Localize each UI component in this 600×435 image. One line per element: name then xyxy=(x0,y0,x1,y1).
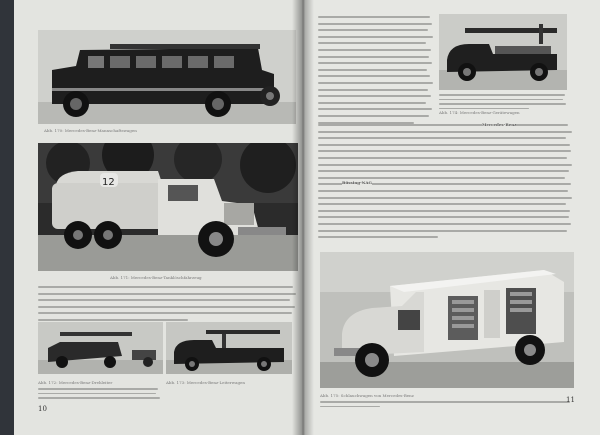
photo-tanker-truck xyxy=(38,143,298,271)
body-text-left xyxy=(38,286,296,326)
page-number-left: 10 xyxy=(38,405,47,413)
caption-fig6: Abb. 175: Schlauchwagen von Mercedes-Benz xyxy=(320,393,414,398)
caption-fig2: Abb. 171: Mercedes-Benz-Tanklöschfahrzeug xyxy=(110,275,202,280)
body-text-right-top xyxy=(318,16,434,128)
photo-ladder-truck xyxy=(38,322,163,374)
caption-fig3: Abb. 172: Mercedes-Benz-Drehleiter xyxy=(38,380,113,385)
caption-fig1: Abb. 170: Mercedes-Benz-Mannschaftswagen xyxy=(44,128,137,133)
text-highlight-2: Büssing-NAG xyxy=(342,180,372,185)
photo-hose-truck xyxy=(320,252,574,388)
caption-fig4: Abb. 173: Mercedes-Benz-Leiterwagen xyxy=(166,380,245,385)
caption-fig5: Abb. 174: Mercedes-Benz-Gerätewagen xyxy=(439,110,520,115)
right-page xyxy=(302,0,600,435)
text-highlight-1: Mercedes-Benz xyxy=(482,122,517,127)
left-page xyxy=(14,0,302,435)
caption-lines-right-bottom xyxy=(320,401,574,410)
truck-number: 12 xyxy=(102,177,115,188)
book-gutter-shadow xyxy=(292,0,314,435)
photo-crew-truck xyxy=(38,30,296,124)
photo-open-fire-engine xyxy=(439,14,567,90)
page-number-right: 11 xyxy=(566,396,575,404)
photo-equipment-truck xyxy=(166,322,292,374)
caption-lines-left xyxy=(38,388,292,402)
